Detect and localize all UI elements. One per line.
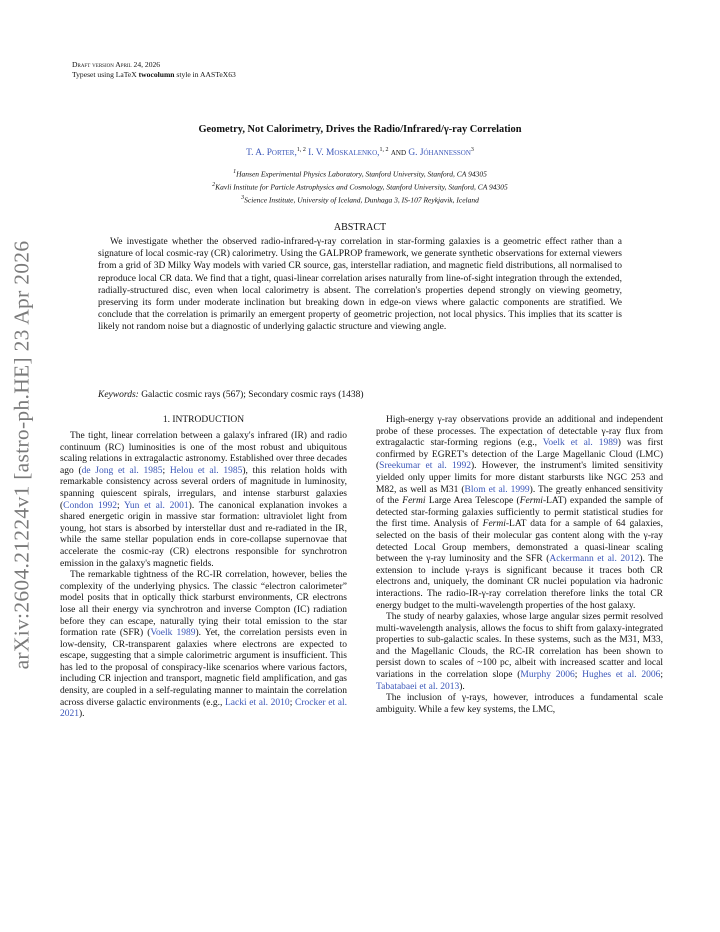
intro-p2-text-g: ). — [79, 709, 85, 720]
intro-p3-text-c: ) was first confirmed by EGRET's detection of the Large Magellanic Cloud (LMC) ( — [376, 438, 663, 472]
keywords-list: Galactic cosmic rays (567); Secondary cosmic rays (1438) — [141, 390, 364, 400]
typeset-prefix: Typeset using — [72, 70, 116, 79]
affiliation-1-sup: 1 — [233, 169, 237, 175]
paper-title: Geometry, Not Calorimetry, Drives the Radio/Infrared/γ-ray Correlation — [198, 124, 522, 135]
arxiv-identifier: arXiv:2604.21224v1 [astro-ph.HE] 23 Apr 2026 — [9, 240, 34, 670]
citation-yun[interactable]: Yun et al. 2001 — [124, 500, 189, 511]
citation-dejong[interactable]: de Jong et al. 1985 — [81, 465, 163, 476]
typeset-line — [72, 70, 236, 79]
intro-p4-text-e: ; — [660, 670, 663, 681]
intro-p3-text-k: -LAT) expanded the sample of detected star-forming galaxies sufficiently to permit statistical studies for the first time. Analysis of — [376, 496, 663, 530]
author-johannesson-sup: 3 — [470, 147, 474, 153]
affiliation-3-text: Science Institute, University of Iceland, Dunhaga 3, IS-107 Reykjavik, Iceland — [244, 195, 479, 205]
citation-tabatabaei[interactable]: Tabatabaei et al. 2013 — [376, 681, 460, 692]
abstract-text: We investigate whether the observed radio-infrared-γ-ray correlation in star-forming galaxies is a geometric effect rather than a signature of local cosmic-ray (CR) calorimetry. Using the GALPROP framework, we generate synthetic observations for external viewers from a grid of 3D Milky Way models with varied CR source, gas, interstellar radiation, and magnetic field distributions, all normalised to reproduce local CR data. We find that a tight, quasi-linear correlation arises naturally from line-of-sight integration through the extended, radially-structured disc, even when local calorimetry is absent. The correlation's properties depend strongly on viewing geometry, preserving its form under moderate inclination but breaking down in edge-on views where galactic components are stratified. We conclude that the correlation is primarily an emergent property of geometric projection, not local physics. This implies that its scatter is likely not random noise but a diagnostic of underlying galactic structure and viewing angle. — [98, 237, 623, 333]
intro-paragraph-3 — [376, 415, 663, 612]
affiliation-3-sup: 3 — [241, 195, 245, 201]
intro-p1-text-i: ). The canonical explanation invokes a shared energetic origin in massive star formation: ultraviolet light from young, hot stars is absorbed by interstellar dust and re-radiated in the IR, while the same stellar population ends in core-collapse supernovae that accelerate the cosmic-ray (CR) electrons responsible for synchrotron emission in the galaxy's magnetic fields. — [60, 500, 347, 569]
intro-paragraph-4 — [376, 612, 663, 693]
intro-p1-text-a: The tight, linear correlation between a galaxy's infrared (IR) and radio continuum (RC) luminosities is one of the most robust and ubiquitous scaling relations in extragalactic astronomy. Established over three decades ago ( — [60, 431, 347, 476]
intro-paragraph-5: The inclusion of γ-rays, however, introduces a fundamental scale ambiguity. While a few key systems, the LMC, — [376, 693, 663, 715]
affiliation-1 — [72, 168, 648, 179]
citation-hughes[interactable]: Hughes et al. 2006 — [582, 670, 661, 681]
citation-blom[interactable]: Blom et al. 1999 — [464, 484, 530, 495]
section-heading-introduction: 1. INTRODUCTION — [162, 415, 245, 425]
intro-p1-text-e: ), this relation holds with remarkable consistency across several orders of magnitude in luminosity, spanning quiescent spirals, irregulars, and intense starburst galaxies ( — [60, 465, 347, 511]
citation-sreekumar[interactable]: Sreekumar et al. 1992 — [379, 461, 472, 472]
draft-version-line: Draft version April 24, 2026 — [72, 60, 161, 69]
citation-murphy[interactable]: Murphy 2006 — [520, 670, 575, 681]
affiliation-2 — [72, 181, 648, 192]
author-list — [72, 147, 648, 158]
intro-p4-text-c: ; — [574, 670, 583, 681]
affiliation-1-text: Hansen Experimental Physics Laboratory, Stanford University, Stanford, CA 94305 — [236, 169, 487, 179]
keywords — [98, 390, 622, 400]
author-moskalenko[interactable]: I. V. Moskalenko, — [308, 148, 380, 159]
intro-p3-fermi-3: Fermi — [482, 519, 506, 530]
affiliation-2-text: Kavli Institute for Particle Astrophysics and Cosmology, Stanford University, Stanford, CA 94305 — [215, 182, 508, 192]
typeset-suffix: style in AASTeX63 — [174, 70, 236, 79]
arxiv-stamp — [2, 235, 42, 675]
intro-p3-text-g: ). The greatly enhanced sensitivity of the — [376, 484, 664, 507]
citation-voelk[interactable]: Voelk 1989 — [150, 628, 196, 639]
intro-p3-fermi-2: Fermi — [519, 496, 543, 507]
intro-p4-text-a: The study of nearby galaxies, whose large angular sizes permit resolved multi-wavelength analysis, allows the focus to shift from galaxy-integrated properties to sub-galactic scales. In these systems, such as the M31, M33, and the Magellanic Clouds, the RC-IR correlation has been shown to persist down to scales of ~100 pc, albeit with increased scatter and local variations in the correlation slope ( — [376, 612, 663, 681]
intro-p3-fermi-1: Fermi — [402, 496, 426, 507]
right-column — [376, 415, 663, 716]
intro-p2-text-e: ; — [289, 697, 295, 708]
intro-p3-text-e: ). However, the instrument's limited sensitivity yielded only upper limits for more distant starbursts like NGC 253 and M82, as well as M31 ( — [376, 461, 663, 495]
affiliation-2-sup: 2 — [212, 182, 216, 188]
citation-ackermann[interactable]: Ackermann et al. 2012 — [549, 554, 640, 565]
intro-p3-text-o: ). The extension to include γ-rays is significant because it traces both CR electrons and, uniquely, the dominant CR nuclei population via hadronic interactions. The radio-IR-γ-ray correlation therefore links the total CR energy budget to the multi-wavelength properties of the host galaxy. — [376, 554, 663, 611]
latex-logo: LaTeX — [115, 70, 137, 79]
citation-helou[interactable]: Helou et al. 1985 — [169, 465, 243, 476]
intro-p2-text-c: ). Yet, the correlation persists even in low-density, CR-transparent galaxies where electrons are expected to escape, suggesting that a simple calorimetric argument is insufficient. This has led to the proposal of conspiracy-like scenarios where various factors, including CR injection and transport, magnetic field amplification, and gas density, are coupled in a self-regulating manner to maintain the correlation across diverse galactic environments (e.g., — [60, 628, 348, 708]
author-porter[interactable]: T. A. Porter, — [246, 148, 297, 159]
intro-p3-text-a: High-energy γ-ray observations provide an additional and independent probe of these processes. The expectation of detectable γ-ray flux from extragalactic star-forming regions (e.g., — [376, 415, 663, 449]
typeset-style: twocolumn — [138, 70, 175, 79]
left-column — [60, 415, 347, 721]
affiliation-3 — [72, 194, 648, 205]
author-and: and — [390, 148, 407, 159]
intro-p4-text-g: ). — [459, 681, 465, 692]
citation-lacki[interactable]: Lacki et al. 2010 — [224, 697, 290, 708]
citation-crocker[interactable]: Crocker et al. 2021 — [60, 697, 348, 720]
intro-p3-text-i: Large Area Telescope ( — [425, 496, 520, 507]
author-johannesson[interactable]: G. Jóhannesson — [408, 148, 471, 159]
intro-paragraph-2 — [60, 570, 347, 721]
citation-condon[interactable]: Condon 1992 — [63, 500, 117, 511]
intro-paragraph-1 — [60, 431, 347, 570]
intro-p1-text-c: ; — [162, 465, 170, 476]
author-porter-sup: 1, 2 — [296, 147, 306, 153]
intro-p3-text-m: -LAT data for a sample of 64 galaxies, selected on the basis of their molecular gas content along with the γ-ray detected Local Group members, demonstrated a quasi-linear scaling between the γ-ray luminosity and the SFR ( — [376, 519, 663, 565]
abstract-heading: ABSTRACT — [333, 222, 387, 233]
citation-voelk-eg[interactable]: Voelk et al. 1989 — [542, 438, 618, 449]
keywords-label: Keywords: — [98, 390, 139, 400]
intro-p1-text-g: ; — [117, 500, 125, 511]
intro-p2-text-a: The remarkable tightness of the RC-IR correlation, however, belies the complexity of the underlying physics. The classic “electron calorimeter” model posits that in optically thick starburst environments, CR electrons lose all their energy via synchrotron and inverse Compton (IC) radiation before they can escape, naturally tying their total emission to the star formation rate (SFR) ( — [60, 570, 347, 639]
author-moskalenko-sup: 1, 2 — [379, 147, 389, 153]
